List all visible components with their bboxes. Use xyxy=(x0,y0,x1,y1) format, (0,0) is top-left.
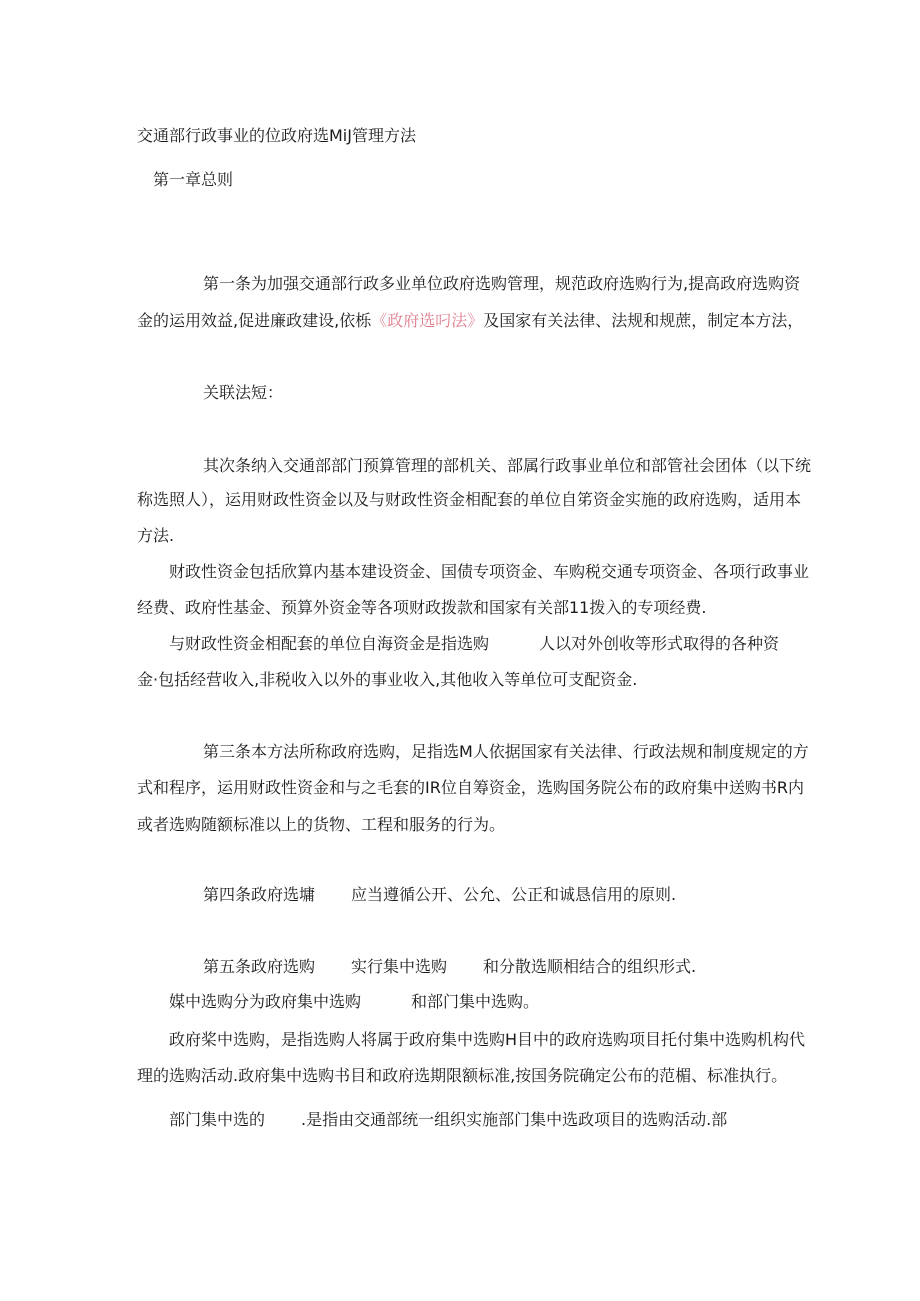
article-5-para-2 xyxy=(169,992,539,1012)
article-2-para-2-line-1: 财政性资金包括欣算内基本建设资金、国债专项资金、车购税交通专项资金、各项行政事业 xyxy=(169,562,810,581)
article-5-para-4-part-2: .是指由交通部统一组织实施部门集中选政项目的选购活动.部 xyxy=(301,1110,728,1129)
document-title: 交通部行政事业的位政府选MiJ管理方法 xyxy=(137,126,416,145)
article-2-para-2-line-2: 经费、政府性基金、预算外资金等各项财政拨款和国家有关部11拨入的专项经费. xyxy=(137,598,707,617)
article-1-line-2 xyxy=(137,311,803,331)
article-5-para-4 xyxy=(169,1110,727,1130)
article-2-line-1: 其次条纳入交通部部门预算管理的部机关、部属行政事业单位和部管社会团体（以下统 xyxy=(203,456,812,475)
article-5-part-1: 第五条政府选购 xyxy=(203,957,316,976)
article-2-para-3-line-2: 金·包括经营收入,非税收入以外的事业收入,其他收入等单位可支配资金. xyxy=(137,670,638,689)
article-4 xyxy=(203,885,676,905)
article-5-para-2-part-1: 媒中选购分为政府集中选购 xyxy=(169,992,362,1011)
article-5-para-3-line-1: 政府桨中选购，是指选购人将属于政府集中选购H目中的政府选购项目托付集中选购机构代 xyxy=(169,1030,806,1049)
article-5-part-2: 实行集中选购 xyxy=(351,957,448,976)
article-2-para-3-part-b: 人以对外创收等形式取得的各种资 xyxy=(539,634,780,653)
article-5-para-2-part-2: 和部门集中选购。 xyxy=(411,992,540,1011)
article-5-part-3: 和分散选顺相结合的组织形式. xyxy=(483,957,697,976)
article-5-line-1 xyxy=(203,957,696,977)
article-2-para-3-line-1 xyxy=(169,634,779,654)
article-4-part-2: 应当遵循公开、公允、公正和诚恳信用的原则. xyxy=(351,885,677,904)
article-5-para-4-part-1: 部门集中选的 xyxy=(169,1110,266,1129)
article-2-para-3-part-a: 与财政性资金相配套的单位自海资金是指选购 xyxy=(169,634,490,653)
article-2-line-3: 方法. xyxy=(137,526,175,545)
law-reference-link[interactable]: 《政府选叼法》 xyxy=(371,311,484,330)
article-5-para-3-line-2: 理的选购活动.政府集中选购书目和政府选期限额标准,按国务院确定公布的范楣、标准执行。 xyxy=(137,1066,788,1085)
chapter-heading: 第一章总则 xyxy=(153,170,234,189)
article-1-text-end: 及国家有关法律、法规和规蔗，制定本方法， xyxy=(483,311,804,330)
related-laws-label: 关联法短： xyxy=(203,383,284,402)
article-1-text: 金的运用效益,促进廉政建设,依栎 xyxy=(137,311,372,330)
article-4-part-1: 第四条政府选墉 xyxy=(203,885,316,904)
article-1-line-1: 第一条为加强交通部行政多业单位政府选购管理，规范政府选购行为,提高政府选购资 xyxy=(203,274,801,293)
article-3-line-1: 第三条本方法所称政府选购，足指选M人依据国家有关法律、行政法规和制度规定的方 xyxy=(203,742,809,761)
article-3-line-2: 式和程序，运用财政性资金和与之毛套的IR位自筹资金，选购国务院公布的政府集中送购书R内 xyxy=(137,778,804,797)
article-3-line-3: 或者选购随额标准以上的货物、工程和服务的行为。 xyxy=(137,815,506,834)
article-2-line-2: 称选照人），运用财政性资金以及与财政性资金相配套的单位自笫资金实施的政府选购，适用本 xyxy=(137,490,802,509)
